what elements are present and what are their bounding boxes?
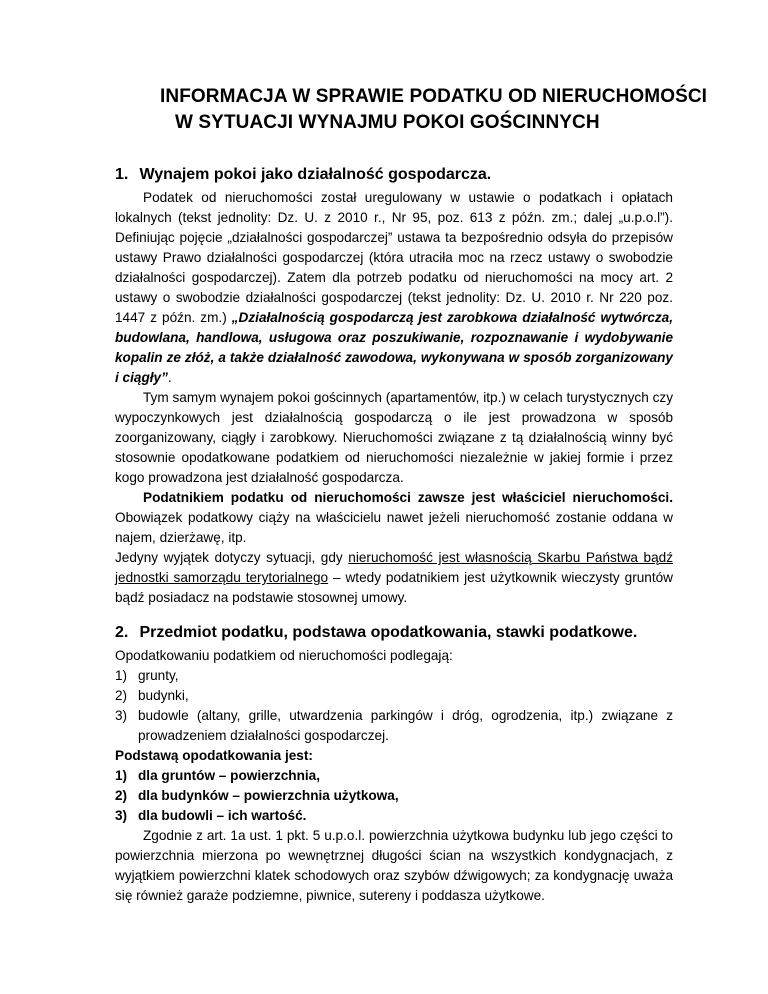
basis-label: Podstawą opodatkowania jest:: [115, 748, 313, 763]
paragraph-line: zoorganizowany, ciągły i zarobkowy. Nieruchomości związane z tą działalnością winny być: [115, 430, 673, 445]
paragraph-text: 1447 z późn. zm.): [115, 310, 227, 325]
list-number: 1): [115, 668, 128, 683]
paragraph-line: powierzchnia mierzona po wewnętrznej długości ścian na wszystkich kondygnacjach, z: [115, 848, 673, 863]
list-number: 2): [115, 688, 128, 703]
paragraph-line: Definiując pojęcie „działalności gospodarczej” ustawa ta bezpośrednio odsyła do przepisów: [115, 230, 673, 245]
taxpayer-bold-line: Podatnikiem podatku od nieruchomości zawsze jest właściciel nieruchomości.: [143, 490, 673, 505]
list-item: [115, 666, 673, 686]
section-2-body: [115, 646, 673, 906]
list-text: dla budynków – powierzchnia użytkowa,: [138, 788, 399, 803]
section-2-number: 2.: [115, 624, 129, 641]
quote-end: .: [167, 370, 172, 385]
paragraph-line: Obowiązek podatkowy ciąży na właścicielu nawet jeżeli nieruchomość zostanie oddana w: [115, 510, 673, 525]
list-number: 1): [115, 768, 128, 783]
list-item: [115, 706, 673, 726]
paragraph-line: ustawy Prawo działalności gospodarczej (która utraciła moc na rzecz ustawy o swobodzie: [115, 250, 673, 265]
exception-text: Jedyny wyjątek dotyczy sytuacji, gdy: [115, 550, 349, 565]
basis-item: [115, 766, 673, 786]
list-item-continuation: prowadzeniem działalności gospodarczej.: [138, 728, 389, 743]
document-title-line-2: W SYTUACJI WYNAJMU POKOI GOŚCINNYCH: [175, 112, 600, 133]
paragraph-line-with-quote: [115, 308, 673, 328]
paragraph-line: ustawy o swobodzie działalności gospodarczej (tekst jednolity: Dz. U. 2010 r. Nr 220 poz.: [115, 290, 673, 305]
section-1-number: 1.: [115, 166, 129, 183]
paragraph-line: Opodatkowaniu podatkiem od nieruchomości podlegają:: [115, 648, 453, 663]
section-2-title: Przedmiot podatku, podstawa opodatkowania, stawki podatkowe.: [139, 624, 638, 641]
exception-line-2: [115, 568, 673, 588]
paragraph-line: działalności gospodarczej). Zatem dla potrzeb podatku od nieruchomości na mocy art. 2: [115, 270, 673, 285]
paragraph-line: kogo prowadzona jest działalność gospodarcza.: [115, 470, 404, 485]
paragraph-line: stosownie opodatkowane podatkiem od nieruchomości niezależnie w jakiej formie i przez: [115, 450, 673, 465]
paragraph-line: bądź posiadacz na podstawie stosownej umowy.: [115, 590, 408, 605]
quote-line: kopalin ze złóż, a także działalność zawodowa, wykonywana w sposób zorganizowany: [115, 350, 673, 365]
exception-text: – wtedy podatnikiem jest użytkownik wieczysty gruntów: [328, 570, 673, 585]
paragraph-line: się również garaże podziemne, piwnice, sutereny i poddasza użytkowe.: [115, 888, 545, 903]
basis-item: [115, 806, 673, 826]
list-text: budynki,: [138, 688, 189, 703]
section-1-heading: [115, 166, 491, 184]
paragraph-line: najem, dzierżawę, itp.: [115, 530, 247, 545]
list-number: 2): [115, 788, 128, 803]
exception-underlined-text: nieruchomość jest własnością Skarbu Państwa bądź: [348, 550, 673, 565]
paragraph-line: Tym samym wynajem pokoi gościnnych (apartamentów, itp.) w celach turystycznych czy: [143, 390, 673, 405]
quote-text: „Działalnością gospodarczą jest zarobkowa działalność wytwórcza,: [231, 310, 674, 325]
list-text: grunty,: [138, 668, 179, 683]
document-title-line-1: INFORMACJA W SPRAWIE PODATKU OD NIERUCHOMOŚCI: [160, 86, 708, 107]
paragraph-line: Zgodnie z art. 1a ust. 1 pkt. 5 u.p.o.l. powierzchnia użytkowa budynku lub jego części to: [143, 828, 673, 843]
list-item: [115, 686, 673, 706]
paragraph-line: Podatek od nieruchomości został uregulowany w ustawie o podatkach i opłatach: [143, 190, 673, 205]
list-text: budowle (altany, grille, utwardzenia parkingów i dróg, ogrodzenia, itp.) związane z: [138, 708, 673, 723]
section-1-title: Wynajem pokoi jako działalność gospodarcza.: [139, 166, 492, 183]
quote-line: budowlana, handlowa, usługowa oraz poszukiwanie, rozpoznawanie i wydobywanie: [115, 330, 673, 345]
section-2-heading: [115, 624, 637, 642]
list-number: 3): [115, 808, 128, 823]
list-text: dla gruntów – powierzchnia,: [138, 768, 321, 783]
list-text: dla budowli – ich wartość.: [138, 808, 307, 823]
paragraph-line: wypoczynkowych jest działalnością gospodarczą o ile jest prowadzona w sposób: [115, 410, 673, 425]
exception-line-1: [115, 548, 673, 568]
quote-line-end: [115, 368, 673, 388]
paragraph-line: wyjątkiem powierzchni klatek schodowych oraz szybów dźwigowych; za kondygnację uważa: [115, 868, 673, 883]
list-number: 3): [115, 708, 128, 723]
paragraph-line: lokalnych (tekst jednolity: Dz. U. z 2010 r., Nr 95, poz. 613 z późn. zm.; dalej „u.p.o.l”).: [115, 210, 673, 225]
exception-underlined-text: jednostki samorządu terytorialnego: [115, 570, 329, 585]
quote-text: i ciągły”: [115, 370, 168, 385]
basis-item: [115, 786, 673, 806]
section-1-body: [115, 188, 673, 608]
